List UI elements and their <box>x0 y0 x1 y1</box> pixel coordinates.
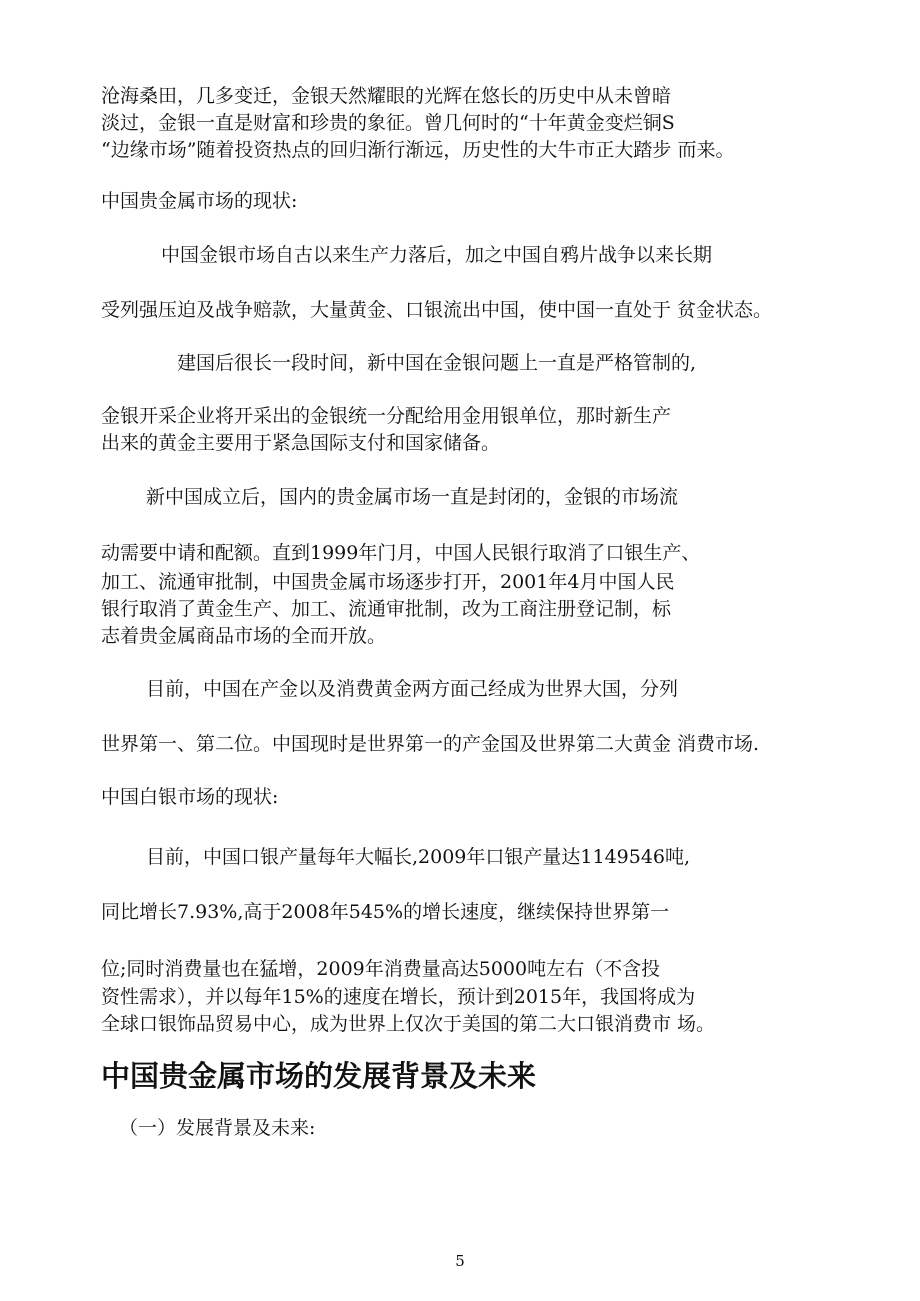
gold-section-title: 中国贵金属市场的现状: <box>101 190 298 212</box>
gold-para3-line-3: 加工、流通审批制，中国贵金属市场逐步打开，2001年4月中国人民 <box>101 571 675 593</box>
gold-para2-line-2: 金银开采企业将开采出的金银统一分配给用金用银单位，那时新生产 <box>101 405 672 427</box>
gold-para1-line-1: 中国金银市场自古以来生产力落后，加之中国自鸦片战争以来长期 <box>161 244 713 266</box>
subheading: （一）发展背景及未来: <box>119 1117 316 1139</box>
silver-para1-line-4: 资性需求），并以每年15%的速度在增长，预计到2015年，我国将成为 <box>101 986 696 1008</box>
silver-section-title: 中国白银市场的现状: <box>101 786 279 808</box>
gold-para3-line-4: 银行取消了黄金生产、加工、流通审批制，改为工商注册登记制，标 <box>101 598 672 620</box>
silver-para1-line-5: 全球口银饰品贸易中心，成为世界上仅次于美国的第二大口银消费市 场。 <box>101 1013 716 1035</box>
intro-line-1: 沧海桑田，几多变迁，金银天然耀眼的光辉在悠长的历史中从未曾暗 <box>101 85 672 107</box>
gold-para4-line-1: 目前，中国在产金以及消费黄金两方面己经成为世界大国，分列 <box>146 678 679 700</box>
gold-para2-line-3: 出来的黄金主要用于紧急国际支付和国家储备。 <box>101 432 501 454</box>
gold-para3-line-1: 新中国成立后，国内的贵金属市场一直是封闭的，金银的市场流 <box>146 486 679 508</box>
gold-para2-line-1: 建国后很长一段时间，新中国在金银问题上一直是严格管制的, <box>177 352 697 374</box>
gold-para1-line-2: 受列强压迫及战争赔款，大量黄金、口银流出中国，使中国一直处于 贫金状态。 <box>101 299 773 321</box>
silver-para1-line-2: 同比增长7.93%,高于2008年545%的增长速度，继续保持世界第一 <box>101 901 670 923</box>
intro-line-2: 淡过，金银一直是财富和珍贵的象征。曾几何时的“十年黄金变烂铜S <box>101 112 675 134</box>
intro-line-3: “边缘市场”随着投资热点的回归渐行渐远，历史性的大牛市正大踏步 而来。 <box>101 139 735 161</box>
page-number: 5 <box>455 1252 465 1270</box>
section-heading: 中国贵金属市场的发展背景及未来 <box>101 1059 537 1093</box>
silver-para1-line-1: 目前，中国口银产量每年大幅长,2009年口银产量达1149546吨, <box>146 846 691 868</box>
silver-para1-line-3: 位;同时消费量也在猛增，2009年消费量高达5000吨左右（不含投 <box>101 958 661 980</box>
gold-para3-line-2: 动需要中请和配额。直到1999年门月，中国人民银行取消了口银生产、 <box>101 542 701 564</box>
gold-para4-line-2: 世界第一、第二位。中国现时是世界第一的产金国及世界第二大黄金 消费市场. <box>101 733 760 755</box>
gold-para3-line-5: 志着贵金属商品市场的全而开放。 <box>101 625 387 647</box>
